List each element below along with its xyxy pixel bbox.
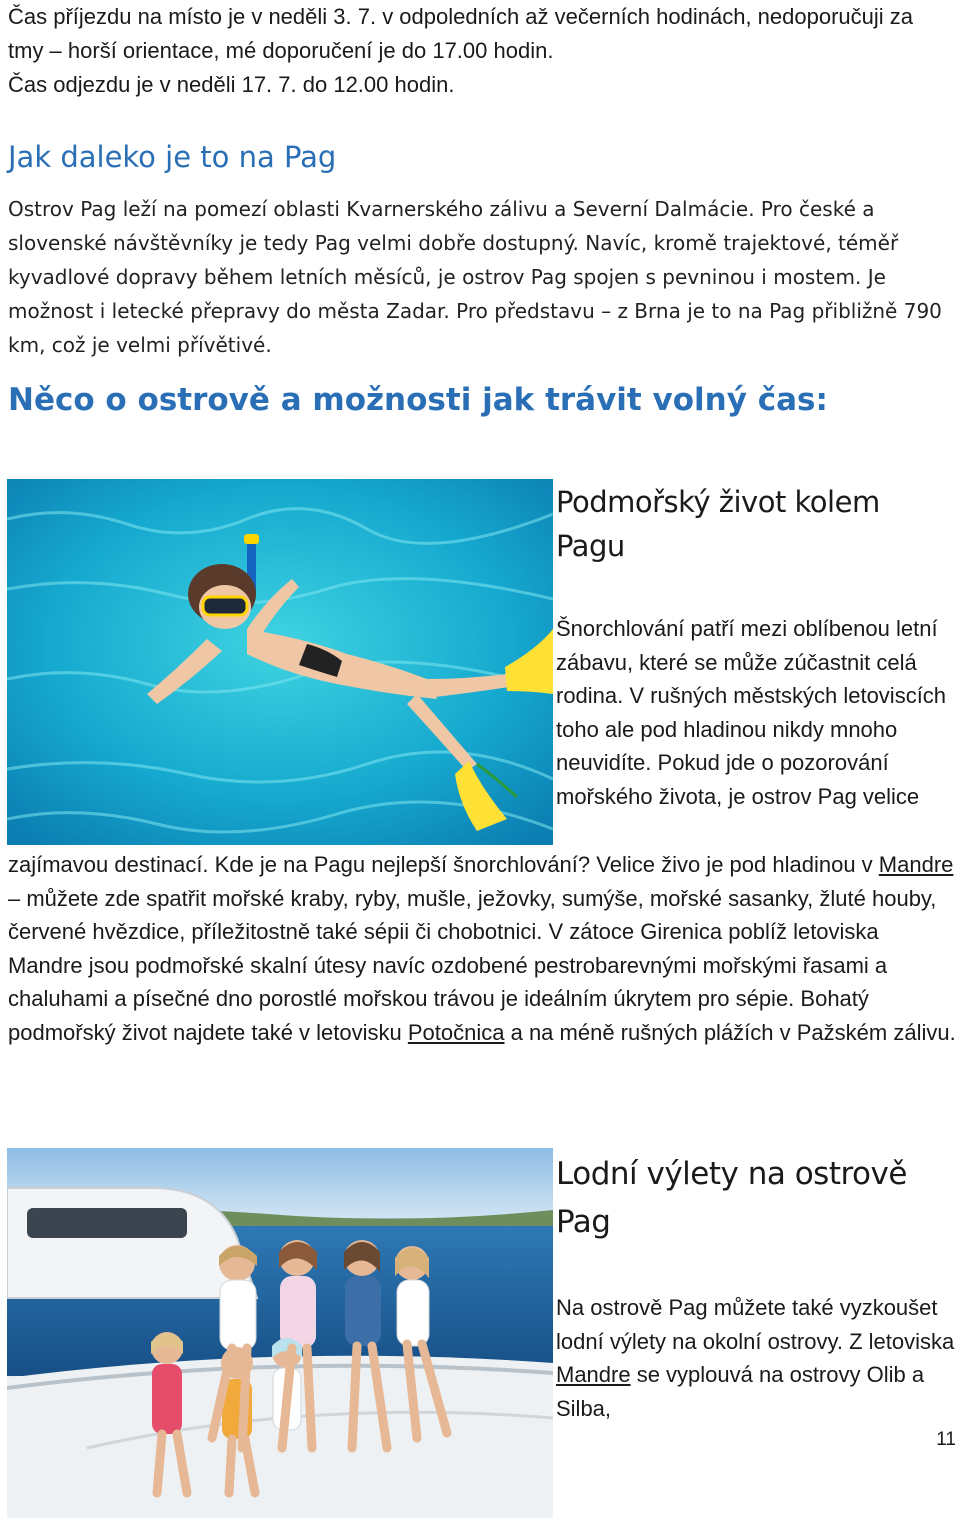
boat-mandre-link[interactable]: Mandre <box>556 1362 631 1387</box>
snorkeling-illustration <box>7 479 553 845</box>
boat-illustration <box>7 1148 553 1518</box>
distance-paragraph: Ostrov Pag leží na pomezí oblasti Kvarnerského zálivu a Severní Dalmácie. Pro české a slovenské návštěvníky je tedy Pag velmi dobře dostupný. Navíc, kromě trajektové, téměř kyvadlové dopravy během letních měsíců, je ostrov Pag spojen s pevninou i mostem. Je možnost i letecké přepravy do města Zadar. Pro představu – z Brna je to na Pag přibližně 790 km, což je velmi přívětivé. <box>8 197 942 357</box>
distance-heading: Jak daleko je to na Pag <box>8 140 337 174</box>
boat-text-b: se vyplouvá na ostrovy Olib a Silba, <box>556 1362 925 1421</box>
snorkeling-photo <box>7 479 553 845</box>
boat-text-a: Na ostrově Pag můžete také vyzkoušet lodní výlety na okolní ostrovy. Z letoviska <box>556 1295 955 1354</box>
arrival-text: Čas příjezdu na místo je v neděli 3. 7. v odpoledních až večerních hodinách, nedoporučuji za tmy – horší orientace, mé doporučení je do 17.00 hodin. <box>8 4 913 63</box>
snorkeling-paragraph <box>8 848 958 1049</box>
potocnica-link[interactable]: Potočnica <box>407 1019 505 1045</box>
departure-text: Čas odjezdu je v neděli 17. 7. do 12.00 hodin. <box>8 72 455 97</box>
page-number: 11 <box>936 1429 956 1450</box>
boat-trip-photo <box>7 1148 553 1518</box>
snorkeling-side-text: Šnorchlování patří mezi oblíbenou letní zábavu, které se může zúčastnit celá rodina. V rušných městských letoviscích toho ale pod hladinou nikdy mnoho neuvidíte. Pokud jde o pozorování mořského života, je ostrov Pag velice <box>556 616 947 809</box>
mandre-link[interactable]: Mandre <box>878 852 954 877</box>
snorkeling-text-b: – můžete zde spatřit mořské kraby, ryby, mušle, ježovky, sumýše, mořské sasanky, žluté houby, červené hvězdice, příležitostně také sépii či chobotnici. V zátoce Girenica poblíž letoviska Mandre jsou podmořské skalní útesy navíc ozdobené pestrobarevnými mořskými řasami a chaluhami a písečné dno porostlé mořskou trávou je ideálním úkrytem pro sépie. Bohatý podmořský život najdete také v letovisku <box>8 885 937 1045</box>
snorkeling-text-a: zajímavou destinací. Kde je na Pagu nejlepší šnorchlování? Velice živo je pod hladinou v <box>8 852 879 877</box>
snorkeling-text-c: a na méně rušných plážích v Pažském zálivu. <box>504 1019 956 1045</box>
boat-trips-title: Lodní výlety na ostrově Pag <box>556 1156 907 1240</box>
intro-paragraph <box>8 0 953 102</box>
snorkeling-title: Podmořský život kolem Pagu <box>556 485 880 563</box>
boat-trips-text <box>556 1291 956 1425</box>
leisure-heading: Něco o ostrově a možnosti jak trávit volný čas: <box>8 382 828 418</box>
